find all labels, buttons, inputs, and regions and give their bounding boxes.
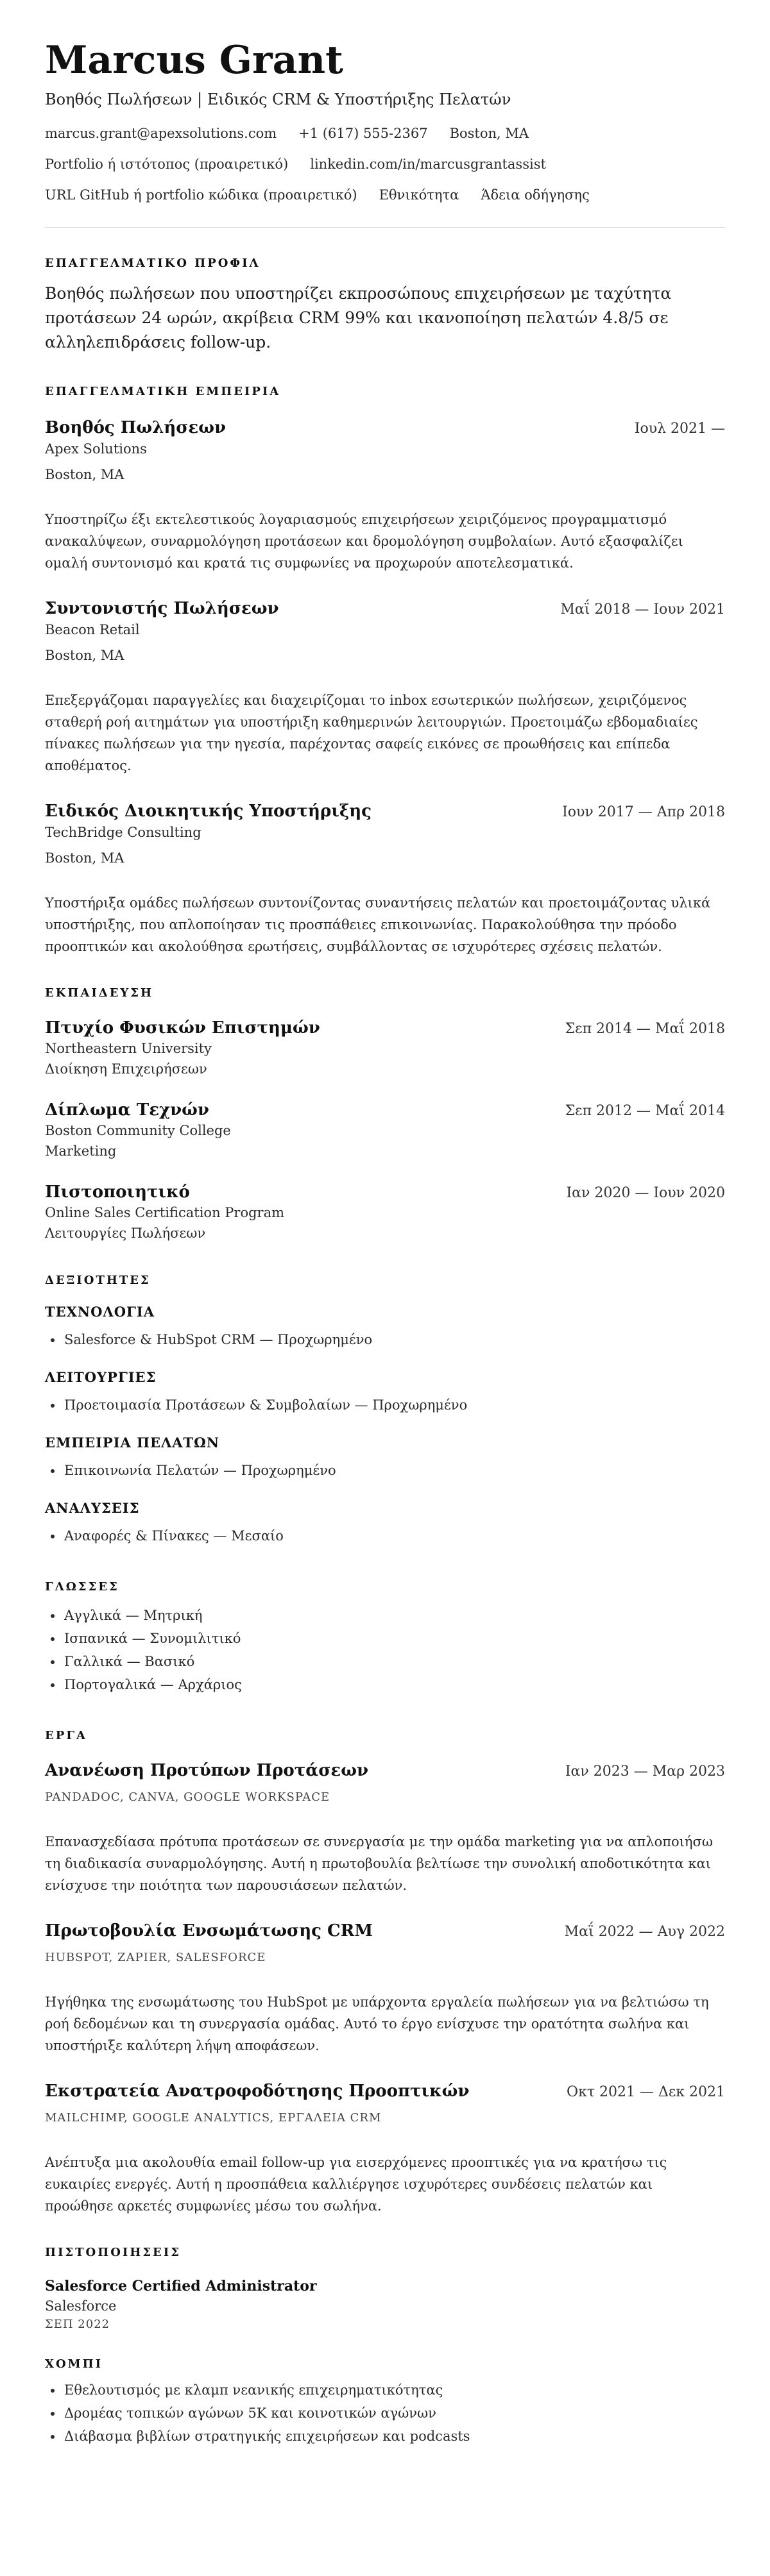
experience-location: Boston, MA (45, 467, 124, 482)
contact-phone[interactable]: +1 (617) 555-2367 (298, 126, 428, 141)
candidate-name: Marcus Grant (45, 38, 343, 83)
hobby-list (45, 2378, 725, 2448)
education-entry (45, 1099, 725, 1163)
experience-entry (45, 597, 725, 777)
section-title-profile: ΕΠΑΓΓΕΛΜΑΤΙΚΟ ΠΡΟΦΙΛ (45, 257, 261, 270)
contact-row-3 (45, 186, 725, 204)
experience-entry (45, 800, 725, 957)
education-entry (45, 1016, 725, 1081)
experience-role: Ειδικός Διοικητικής Υποστήριξης (45, 802, 372, 821)
section-title-skills: ΔΕΞΙΟΤΗΤΕΣ (45, 1274, 151, 1287)
contact-email[interactable]: marcus.grant@apexsolutions.com (45, 126, 277, 141)
project-tech: PANDADOC, CANVA, GOOGLE WORKSPACE (45, 1790, 330, 1804)
education-dates: Σεπ 2014 — Μαΐ 2018 (565, 1021, 725, 1037)
project-entry (45, 1919, 725, 2057)
skill-list (45, 1524, 725, 1547)
contact-row-2 (45, 155, 725, 173)
experience-company: Beacon Retail (45, 622, 140, 637)
experience-role: Βοηθός Πωλήσεων (45, 418, 227, 437)
project-dates: Μαΐ 2022 — Αυγ 2022 (564, 1924, 725, 1940)
education-field: Marketing (45, 1143, 117, 1159)
project-entry (45, 1759, 725, 1896)
section-title-projects: ΕΡΓΑ (45, 1729, 87, 1742)
project-description: Ηγήθηκα της ενσωμάτωσης του HubSpot με υπάρχοντα εργαλεία πωλήσεων για να βελτιώσω τη ροή δεδομένων και τη συνεργασία ομάδας. Αυτό το έργο ενίσχυσε την ορατότητα σωλήνα και υποστήριξε καλύτερη λήψη αποφάσεων. (45, 1994, 709, 2053)
section-title-languages: ΓΛΩΣΣΕΣ (45, 1580, 119, 1594)
education-entry (45, 1181, 725, 1245)
candidate-headline: Βοηθός Πωλήσεων | Ειδικός CRM & Υποστήριξης Πελατών (45, 90, 511, 108)
experience-description: Επεξεργάζομαι παραγγελίες και διαχειρίζομαι το inbox εσωτερικών πωλήσεων, χειριζόμενος σταθερή ροή αιτημάτων για υποστήριξη καθημερινών λειτουργιών. Προετοιμάζω εβδομαδιαίες πίνακες πωλήσεων για την ηγεσία, παρέχοντας σαφείς εικόνες σε προωθήσεις και επίπεδα αποθέματος. (45, 693, 698, 773)
section-title-experience: ΕΠΑΓΓΕΛΜΑΤΙΚΗ ΕΜΠΕΙΡΙΑ (45, 385, 281, 398)
project-description: Επανασχεδίασα πρότυπα προτάσεων σε συνεργασία με την ομάδα marketing για να απλοποιήσω τη διαδικασία συναρμολόγησης. Αυτή η πρωτοβουλία βελτίωσε την συνολική αποδοτικότητα και ενίσχυσε την ποιότητα των παρουσιάσεων πελατών. (45, 1834, 713, 1893)
language-item: • Αγγλικά — Μητρική (63, 1604, 725, 1627)
contact-location: Boston, MA (449, 126, 529, 141)
contact-row-1 (45, 124, 725, 142)
experience-role: Συντονιστής Πωλήσεων (45, 599, 279, 618)
skill-item: • Προετοιμασία Προτάσεων & Συμβολαίων — Προχωρημένο (63, 1393, 725, 1417)
certification-issuer: Salesforce (45, 2298, 117, 2314)
education-field: Λειτουργίες Πωλήσεων (45, 1225, 206, 1241)
education-school: Boston Community College (45, 1123, 231, 1138)
profile-summary: Βοηθός πωλήσεων που υποστηρίζει εκπροσώπους επιχειρήσεων με ταχύτητα προτάσεων 24 ωρών, ακρίβεια CRM 99% και ικανοποίηση πελατών 4.8/5 σε αλληλεπιδράσεις follow-up. (45, 284, 672, 351)
project-name: Εκστρατεία Ανατροφοδότησης Προοπτικών (45, 2082, 470, 2101)
project-name: Πρωτοβουλία Ενσωμάτωσης CRM (45, 1921, 373, 1940)
experience-location: Boston, MA (45, 648, 124, 663)
contact-driving-license: Άδεια οδήγησης (481, 187, 590, 203)
skill-list (45, 1393, 725, 1417)
hobby-item: • Διάβασμα βιβλίων στρατηγικής επιχειρήσεων και podcasts (63, 2425, 725, 2448)
contact-github[interactable]: URL GitHub ή portfolio κώδικα (προαιρετικό) (45, 187, 357, 203)
project-entry (45, 2080, 725, 2217)
skill-category: ΛΕΙΤΟΥΡΓΙΕΣ (45, 1369, 157, 1385)
education-dates: Σεπ 2012 — Μαΐ 2014 (565, 1103, 725, 1119)
hobby-item: • Εθελουτισμός με κλαμπ νεανικής επιχειρηματικότητας (63, 2378, 725, 2402)
education-degree: Πτυχίο Φυσικών Επιστημών (45, 1018, 320, 1038)
skill-list (45, 1328, 725, 1351)
education-field: Διοίκηση Επιχειρήσεων (45, 1061, 207, 1077)
experience-entry (45, 416, 725, 574)
project-tech: MAILCHIMP, GOOGLE ANALYTICS, ΕΡΓΑΛΕΙΑ CRM (45, 2111, 382, 2125)
section-title-education: ΕΚΠΑΙΔΕΥΣΗ (45, 986, 154, 1000)
project-tech: HUBSPOT, ZAPIER, SALESFORCE (45, 1951, 266, 1964)
project-dates: Ιαν 2023 — Μαρ 2023 (565, 1764, 725, 1780)
experience-dates: Ιουν 2017 — Απρ 2018 (562, 804, 725, 820)
certification-name: Salesforce Certified Administrator (45, 2278, 317, 2294)
contact-portfolio[interactable]: Portfolio ή ιστότοπος (προαιρετικό) (45, 156, 289, 172)
skill-category: ΕΜΠΕΙΡΙΑ ΠΕΛΑΤΩΝ (45, 1435, 220, 1451)
skill-item: • Αναφορές & Πίνακες — Μεσαίο (63, 1524, 725, 1547)
section-title-certifications: ΠΙΣΤΟΠΟΙΗΣΕΙΣ (45, 2246, 181, 2259)
education-degree: Πιστοποιητικό (45, 1183, 190, 1202)
education-degree: Δίπλωμα Τεχνών (45, 1100, 209, 1120)
skill-category: ΑΝΑΛΥΣΕΙΣ (45, 1500, 140, 1516)
language-item: • Ισπανικά — Συνομιλιτικό (63, 1627, 725, 1650)
hobby-item: • Δρομέας τοπικών αγώνων 5K και κοινοτικών αγώνων (63, 2402, 725, 2425)
education-school: Online Sales Certification Program (45, 1205, 285, 1220)
experience-description: Υποστηρίζω έξι εκτελεστικούς λογαριασμούς επιχειρήσεων χειριζόμενος προγραμματισμό ανακαλύψεων, συναρμολόγηση προτάσεων και δρομολόγηση συμβολαίων. Αυτό εξασφαλίζει ομαλή συντονισμό και κρατά τις συμφωνίες να προχωρούν αποτελεσματικά. (45, 512, 683, 571)
contact-nationality: Εθνικότητα (379, 187, 459, 203)
skill-item: • Salesforce & HubSpot CRM — Προχωρημένο (63, 1328, 725, 1351)
certification-date: ΣΕΠ 2022 (45, 2318, 110, 2331)
project-dates: Οκτ 2021 — Δεκ 2021 (567, 2084, 725, 2100)
language-item: • Γαλλικά — Βασικό (63, 1650, 725, 1673)
skill-item: • Επικοινωνία Πελατών — Προχωρημένο (63, 1459, 725, 1482)
experience-dates: Ιουλ 2021 — (634, 421, 725, 437)
project-description: Ανέπτυξα μια ακολουθία email follow-up για εισερχόμενες προοπτικές για να κρατήσω τις ευκαιρίες ενεργές. Αυτή η προσπάθεια καλλιέργησε ισχυρότερες συνδέσεις πελατών και προώθησε αρκετές συμφωνίες μέσω του σωλήνα. (45, 2155, 667, 2214)
experience-dates: Μαΐ 2018 — Ιουν 2021 (560, 602, 725, 618)
experience-company: TechBridge Consulting (45, 825, 201, 840)
skill-category: ΤΕΧΝΟΛΟΓΙΑ (45, 1304, 155, 1320)
language-list (45, 1604, 725, 1696)
experience-company: Apex Solutions (45, 441, 147, 457)
education-school: Northeastern University (45, 1041, 212, 1056)
skill-list (45, 1459, 725, 1482)
language-item: • Πορτογαλικά — Αρχάριος (63, 1673, 725, 1696)
education-dates: Ιαν 2020 — Ιουν 2020 (566, 1185, 725, 1201)
section-title-hobbies: ΧΟΜΠΙ (45, 2357, 103, 2371)
header-divider (45, 227, 725, 228)
contact-linkedin[interactable]: linkedin.com/in/marcusgrantassist (310, 156, 546, 172)
project-name: Ανανέωση Προτύπων Προτάσεων (45, 1761, 369, 1780)
experience-description: Υποστήριξα ομάδες πωλήσεων συντονίζοντας συναντήσεις πελατών και προετοιμάζοντας υλικά υποστήριξης, που απλοποίησαν τις προσπάθειες επικοινωνίας. Παρακολούθησα την πρόοδο προοπτικών και ακολούθησα ερωτήσεις, συμβάλλοντας σε ισχυρότερες σχέσεις πελατών. (45, 895, 711, 954)
experience-location: Boston, MA (45, 850, 124, 866)
